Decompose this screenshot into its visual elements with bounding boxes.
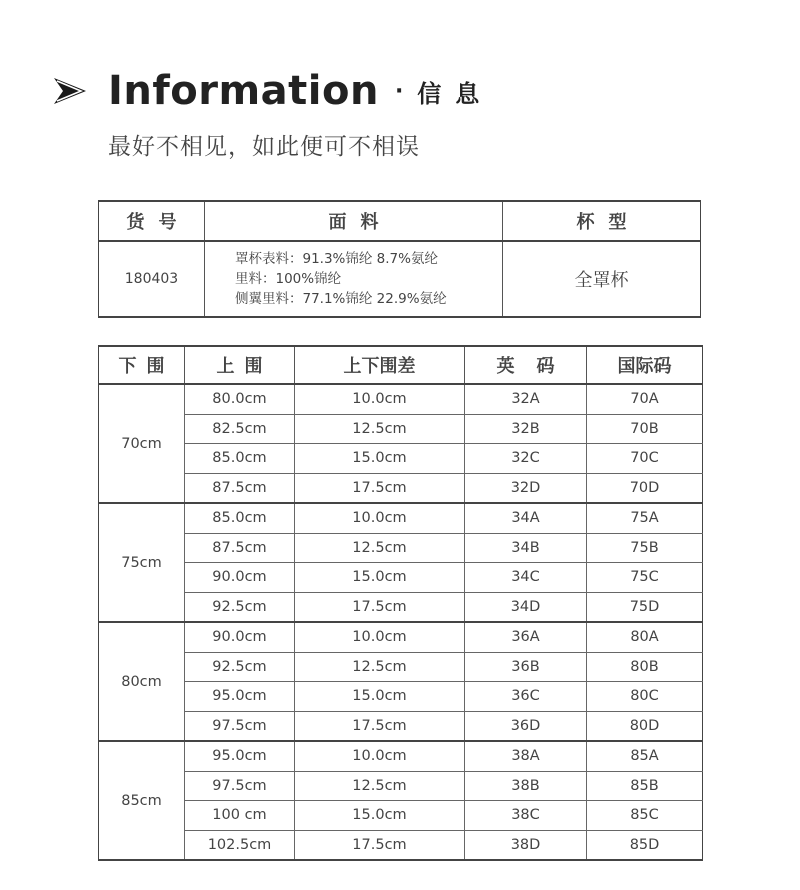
uk-size-cell: 32C bbox=[465, 444, 587, 474]
bust-cell: 85.0cm bbox=[185, 444, 295, 474]
uk-size-cell: 38A bbox=[465, 741, 587, 771]
difference-cell: 12.5cm bbox=[295, 652, 465, 682]
table-row bbox=[99, 741, 703, 771]
page-subtitle: 最好不相见，如此便可不相误 bbox=[108, 134, 420, 160]
title-separator: · bbox=[394, 78, 404, 104]
uk-size-cell: 32A bbox=[465, 384, 587, 414]
uk-size-cell: 38C bbox=[465, 801, 587, 831]
difference-cell: 10.0cm bbox=[295, 384, 465, 414]
uk-size-cell: 34B bbox=[465, 533, 587, 563]
table-row bbox=[99, 563, 703, 593]
table-row bbox=[99, 682, 703, 712]
uk-size-cell: 36A bbox=[465, 622, 587, 652]
difference-cell: 17.5cm bbox=[295, 473, 465, 503]
bust-cell: 82.5cm bbox=[185, 414, 295, 444]
difference-cell: 10.0cm bbox=[295, 503, 465, 533]
intl-size-cell: 85A bbox=[587, 741, 703, 771]
uk-size-cell: 38D bbox=[465, 830, 587, 860]
material-line: 侧翼里料：77.1%锦纶 22.9%氨纶 bbox=[235, 291, 447, 307]
underbust-cell: 75cm bbox=[99, 503, 185, 622]
difference-cell: 17.5cm bbox=[295, 711, 465, 741]
header-material: 面料 bbox=[205, 201, 503, 241]
bust-cell: 85.0cm bbox=[185, 503, 295, 533]
intl-size-cell: 75D bbox=[587, 592, 703, 622]
uk-size-cell: 32D bbox=[465, 473, 587, 503]
table-row bbox=[99, 771, 703, 801]
header-uk-size: 英码 bbox=[465, 346, 587, 384]
difference-cell: 15.0cm bbox=[295, 444, 465, 474]
material-line: 罩杯表料：91.3%锦纶 8.7%氨纶 bbox=[235, 251, 438, 267]
intl-size-cell: 70C bbox=[587, 444, 703, 474]
size-chart-table bbox=[98, 345, 703, 861]
intl-size-cell: 75B bbox=[587, 533, 703, 563]
header-bust: 上围 bbox=[185, 346, 295, 384]
bust-cell: 87.5cm bbox=[185, 533, 295, 563]
size-group bbox=[99, 622, 703, 741]
difference-cell: 10.0cm bbox=[295, 622, 465, 652]
header-intl-size: 国际码 bbox=[587, 346, 703, 384]
intl-size-cell: 80B bbox=[587, 652, 703, 682]
arrow-right-icon bbox=[52, 76, 88, 106]
uk-size-cell: 34A bbox=[465, 503, 587, 533]
table-row bbox=[99, 241, 701, 317]
difference-cell: 12.5cm bbox=[295, 414, 465, 444]
table-row bbox=[99, 592, 703, 622]
cup-type-value: 全罩杯 bbox=[503, 241, 701, 317]
table-row bbox=[99, 384, 703, 414]
bust-cell: 92.5cm bbox=[185, 652, 295, 682]
table-row bbox=[99, 830, 703, 860]
bust-cell: 87.5cm bbox=[185, 473, 295, 503]
table-row bbox=[99, 801, 703, 831]
bust-cell: 90.0cm bbox=[185, 563, 295, 593]
uk-size-cell: 36B bbox=[465, 652, 587, 682]
intl-size-cell: 75A bbox=[587, 503, 703, 533]
table-row bbox=[99, 533, 703, 563]
size-group bbox=[99, 503, 703, 622]
material-line: 里料：100%锦纶 bbox=[235, 271, 342, 287]
bust-cell: 90.0cm bbox=[185, 622, 295, 652]
table-row bbox=[99, 711, 703, 741]
uk-size-cell: 36C bbox=[465, 682, 587, 712]
size-group bbox=[99, 741, 703, 860]
intl-size-cell: 70B bbox=[587, 414, 703, 444]
table-row bbox=[99, 473, 703, 503]
uk-size-cell: 36D bbox=[465, 711, 587, 741]
header-item-no: 货号 bbox=[99, 201, 205, 241]
difference-cell: 17.5cm bbox=[295, 830, 465, 860]
header-underbust: 下围 bbox=[99, 346, 185, 384]
bust-cell: 95.0cm bbox=[185, 682, 295, 712]
page-header bbox=[52, 66, 493, 116]
intl-size-cell: 80D bbox=[587, 711, 703, 741]
size-group bbox=[99, 384, 703, 503]
bust-cell: 80.0cm bbox=[185, 384, 295, 414]
page-title-chinese: 信息 bbox=[417, 79, 494, 108]
underbust-cell: 70cm bbox=[99, 384, 185, 503]
difference-cell: 15.0cm bbox=[295, 563, 465, 593]
intl-size-cell: 70A bbox=[587, 384, 703, 414]
table-row bbox=[99, 652, 703, 682]
intl-size-cell: 85C bbox=[587, 801, 703, 831]
intl-size-cell: 85B bbox=[587, 771, 703, 801]
difference-cell: 15.0cm bbox=[295, 682, 465, 712]
uk-size-cell: 34D bbox=[465, 592, 587, 622]
bust-cell: 97.5cm bbox=[185, 711, 295, 741]
difference-cell: 15.0cm bbox=[295, 801, 465, 831]
intl-size-cell: 80C bbox=[587, 682, 703, 712]
difference-cell: 12.5cm bbox=[295, 533, 465, 563]
table-row bbox=[99, 622, 703, 652]
header-cup-type: 杯型 bbox=[503, 201, 701, 241]
bust-cell: 97.5cm bbox=[185, 771, 295, 801]
item-no-value: 180403 bbox=[99, 241, 205, 317]
intl-size-cell: 70D bbox=[587, 473, 703, 503]
difference-cell: 12.5cm bbox=[295, 771, 465, 801]
difference-cell: 10.0cm bbox=[295, 741, 465, 771]
product-info-table bbox=[98, 200, 701, 318]
uk-size-cell: 38B bbox=[465, 771, 587, 801]
intl-size-cell: 75C bbox=[587, 563, 703, 593]
material-cell bbox=[205, 241, 503, 317]
bust-cell: 95.0cm bbox=[185, 741, 295, 771]
bust-cell: 102.5cm bbox=[185, 830, 295, 860]
bust-cell: 92.5cm bbox=[185, 592, 295, 622]
header-difference: 上下围差 bbox=[295, 346, 465, 384]
intl-size-cell: 85D bbox=[587, 830, 703, 860]
page-title: Information bbox=[108, 68, 379, 114]
intl-size-cell: 80A bbox=[587, 622, 703, 652]
table-row bbox=[99, 414, 703, 444]
underbust-cell: 80cm bbox=[99, 622, 185, 741]
difference-cell: 17.5cm bbox=[295, 592, 465, 622]
table-row bbox=[99, 503, 703, 533]
underbust-cell: 85cm bbox=[99, 741, 185, 860]
uk-size-cell: 34C bbox=[465, 563, 587, 593]
bust-cell: 100 cm bbox=[185, 801, 295, 831]
uk-size-cell: 32B bbox=[465, 414, 587, 444]
table-row bbox=[99, 444, 703, 474]
